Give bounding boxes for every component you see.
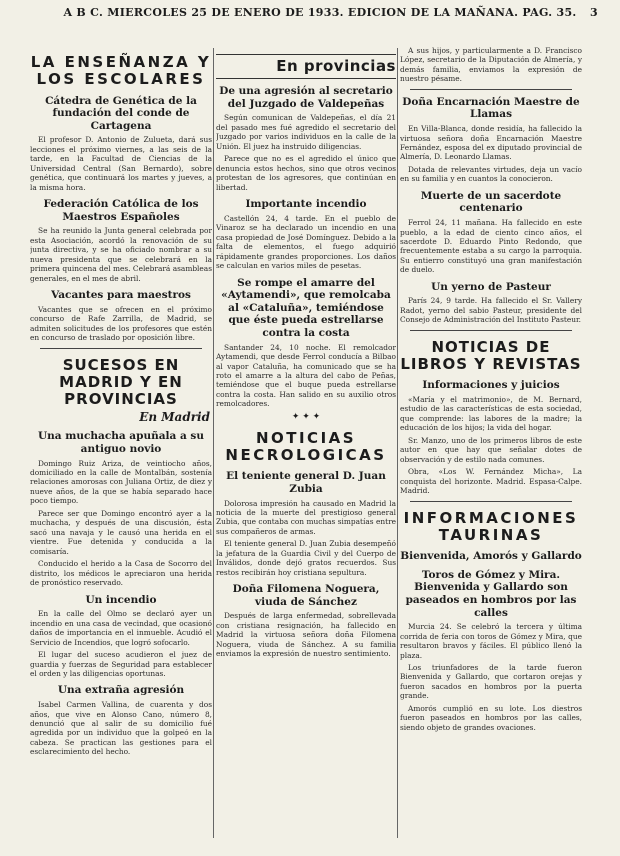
headline-informaciones: Informaciones y juicios (422, 379, 560, 392)
headline-agresion: Una extraña agresión (57, 684, 185, 697)
article-text: Después de larga enfermedad, sobrellevada con cristiana resignación, ha fallecido en Madrid la virtuosa señora doña Filomena Noguera, viuda de Sánchez. A su familia enviamos la expresión de nuestro sentimiento. (216, 611, 396, 659)
section-title-necrologicas: NOTICIAS NECROLOGICAS (225, 428, 387, 465)
article-text: El lugar del suceso acudieron el juez de guardia y fuerzas de Seguridad para establecer el orden y las diligencias oportunas. (30, 650, 212, 678)
separator (40, 348, 202, 349)
headline-catedra: Cátedra de Genética de la fundación del conde de Cartagena (45, 94, 197, 132)
headline-federacion: Federación Católica de los Maestros Españoles (43, 198, 199, 223)
page-header: A B C. MIERCOLES 25 DE ENERO DE 1933. EDICION DE LA MAÑANA. PAG. 35. (63, 6, 577, 19)
column-3 (400, 46, 582, 735)
article-text: Obra, «Los W. Fernández Micha», La conquista del horizonte. Madrid. Espasa-Calpe. Madrid. (400, 467, 582, 496)
column-2 (216, 46, 396, 662)
article-text: Conducido el herido a la Casa de Socorro del distrito, los médicos le apreciaron una herida de pronóstico reservado. (30, 559, 212, 588)
headline-valdepenas: De una agresión al secretario del Juzgado de Valdepeñas (219, 85, 393, 110)
article-text: «María y el matrimonio», de M. Bernard, estudio de las características de esta sociedad, que comprende: las labores de la madre; la educación de los hijos; la vida del hogar. (400, 394, 582, 433)
separator (410, 89, 572, 90)
article-text: Santander 24, 10 noche. El remolcador Aytamendi, que desde Ferrol conducía a Bilbao al vapor Cataluña, ha comunicado que se ha roto el amarre a la altura del cabo de Peñas, temiéndose que el buque pueda estrellarse contra la costa. Han salido en su auxilio otros remolcadores. (216, 342, 396, 409)
headline-pasteur: Un yerno de Pasteur (431, 280, 551, 293)
page-mark: 3 (590, 6, 598, 19)
subsection-madrid: En Madrid (139, 410, 210, 425)
headline-filomena: Doña Filomena Noguera, viuda de Sánchez (232, 583, 380, 608)
article-text: A sus hijos, y particularmente a D. Francisco López, secretario de la Diputación de Almería, y demás familia, enviamos la expresión de nuestro pésame. (400, 46, 582, 84)
section-title-sucesos: SUCESOS EN MADRID Y EN PROVINCIAS (59, 355, 183, 409)
article-text: Murcia 24. Se celebró la tercera y última corrida de feria con toros de Gómez y Mira, que resultaron bravos y fáciles. El público llenó la plaza. (400, 622, 582, 660)
article-text: El profesor D. Antonio de Zulueta, dará sus lecciones el próximo viernes, a las seis de la tarde, en la Facultad de Ciencias de la Universidad Central (San Bernardo), sobre genética, que continuará los martes y jueves, a la misma hora. (30, 135, 212, 192)
column-divider (397, 48, 398, 838)
section-title-provincias: En provincias (216, 54, 396, 79)
headline-amarre: Se rompe el amarre del «Aytamendi», que remolcaba al «Cataluña», temiéndose que éste pueda estrellarse contra la costa (221, 276, 391, 339)
headline-sacerdote: Muerte de un sacerdote centenario (420, 189, 562, 215)
article-text: Dolorosa impresión ha causado en Madrid la noticia de la muerte del prestigioso general Zubia, que contaba con muchas simpatías entre sus compañeros de armas. (216, 498, 396, 536)
article-text: Sr. Manzo, uno de los primeros libros de este autor en que hay que señalar dotes de observación y de estilo nada comunes. (400, 435, 582, 464)
article-text: Ferrol 24, 11 mañana. Ha fallecido en este pueblo, a la edad de ciento cinco años, el sacerdote D. Eduardo Pinto Redondo, que frecuentemente estaba a su cargo la parroquia. Su entierro constituyó una gran manifestación de duelo. (400, 218, 582, 275)
section-title-ensenanza: LA ENSEÑANZA Y LOS ESCOLARES (30, 53, 212, 89)
article-text: Dotada de relevantes virtudes, deja un vacío en su familia y en cuantos la conocieron. (400, 164, 582, 184)
headline-vacantes: Vacantes para maestros (51, 289, 191, 302)
section-title-libros: NOTICIAS DE LIBROS Y REVISTAS (400, 337, 582, 374)
headline-bienvenida: Bienvenida, Amorós y Gallardo (400, 550, 582, 563)
column-divider (213, 48, 214, 838)
article-text: Los triunfadores de la tarde fueron Bienvenida y Gallardo, que cortaron orejas y fueron sacados en hombros por la puerta grande. (400, 663, 582, 701)
article-text: En Villa-Blanca, donde residía, ha fallecido la virtuosa señora doña Encarnación Maestre Fernández, esposa del ex diputado provincial de Almería, D. Leonardo Llamas. (400, 124, 582, 162)
article-text: París 24, 9 tarde. Ha fallecido el Sr. Vallery Radot, yerno del sabio Pasteur, presidente del Consejo de Administración del Instituto Pasteur. (400, 296, 582, 325)
article-text: El teniente general D. Juan Zubia desempeñó la jefatura de la Guardia Civil y del Cuerpo de Inválidos, donde dejó gratos recuerdos. Sus restos recibirán hoy cristiana sepultura. (216, 539, 396, 577)
headline-muchacha: Una muchacha apuñala a su antiguo novio (38, 430, 204, 455)
article-text: Domingo Ruiz Ariza, de veintiocho años, domiciliado en la calle de Montalbán, sostenía relaciones amorosas con Juliana Ortiz, de diez y nueve años, de la que se había separado hace poco tiempo. (30, 458, 212, 506)
column-1 (30, 46, 212, 760)
headline-toros: Toros de Gómez y Mira. Bienvenida y Gallardo son paseados en hombros por las calles (405, 568, 577, 619)
article-text: Castellón 24, 4 tarde. En el pueblo de Vinaroz se ha declarado un incendio en una casa propiedad de José Domínguez. Debido a la falta de elementos, el fuego adquirió rápidamente grandes proporciones. Los daños se calculan en varios miles de pesetas. (216, 213, 396, 271)
article-text: Se ha reunido la Junta general celebrada por esta Asociación, acordó la renovación de su junta directiva, y se ha oficiado nombrar a su nueva presidenta que se celebrará en la primera quincena del mes. Celebrará asambleas generales, en el mes de abril. (30, 226, 212, 283)
article-text: En la calle del Olmo se declaró ayer un incendio en una casa de vecindad, que ocasionó daños de importancia en el inmueble. Acudió el Servicio de Incendios, que logró sofocarlo. (30, 609, 212, 647)
article-text: Vacantes que se ofrecen en el próximo concurso de Rafe Zarrilla, de Madrid, se admiten solicitudes de los profesores que estén en concurso de traslado por oposición libre. (30, 304, 212, 343)
article-text: Parece ser que Domingo encontró ayer a la muchacha, y después de una discusión, ésta sacó una navaja y le causó una herida en el vientre. Fue detenida y conducida a la comisaría. (30, 508, 212, 556)
article-text: Isabel Carmen Vallina, de cuarenta y dos años, que vive en Alonso Cano, número 8, denunció que al salir de su domicilio fué agredida por un individuo que la golpeó en la cabeza. Se practican las gestiones para el esclarecimiento del hecho. (30, 700, 212, 757)
article-text: Según comunican de Valdepeñas, el día 21 del pasado mes fué agredido el secretario del Juzgado por varios individuos en la calle de la Unión. El juez ha instruido diligencias. (216, 113, 396, 151)
separator (410, 330, 572, 331)
headline-zubia: El teniente general D. Juan Zubia (226, 470, 386, 495)
article-text: Parece que no es el agredido el único que denuncia estos hechos, sino que otros vecinos protestan de los agresores, que continúan en libertad. (216, 154, 396, 192)
section-title-taurinas: INFORMACIONES TAURINAS (403, 508, 579, 544)
ornament-divider: ✦ ✦ ✦ (291, 411, 321, 422)
headline-encarnacion: Doña Encarnación Maestre de Llamas (402, 95, 580, 121)
article-text: Amorós cumplió en su lote. Los diestros fueron paseados en hombros por las calles, siendo objeto de grandes ovaciones. (400, 703, 582, 732)
headline-incendio-castellon: Importante incendio (245, 198, 367, 211)
separator (410, 501, 572, 502)
headline-incendio: Un incendio (85, 593, 157, 606)
